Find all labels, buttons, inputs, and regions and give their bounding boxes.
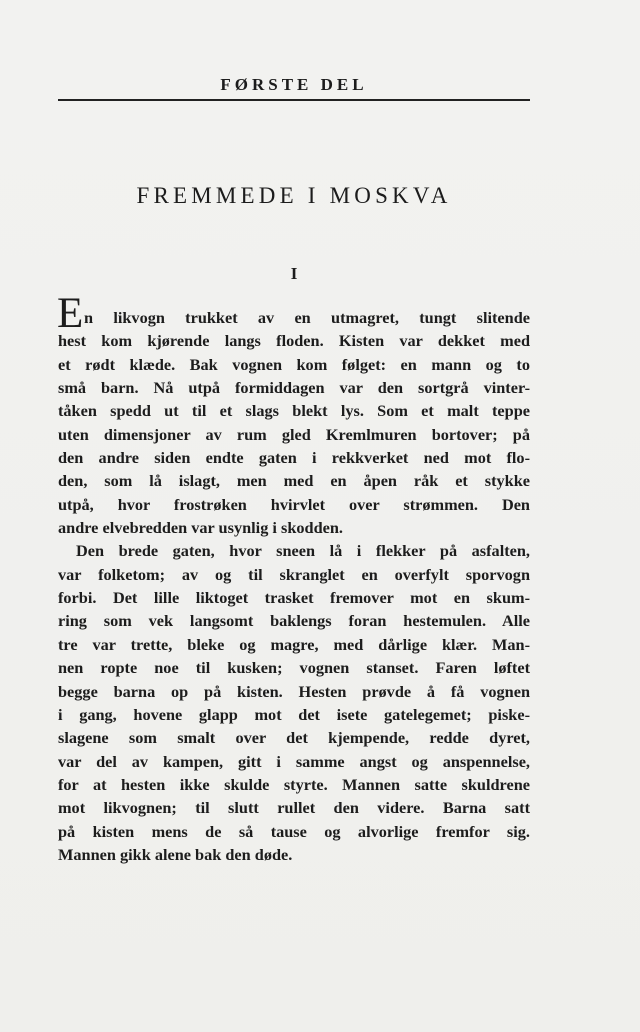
text-line: den andre siden endte gaten i rekkverket ned mot flo- <box>58 448 530 468</box>
text-line: Den brede gaten, hvor sneen lå i flekker på asfalten, <box>76 541 530 561</box>
text-line: begge barna op på kisten. Hesten prøvde å få vognen <box>58 681 530 701</box>
text-line: var del av kampen, gitt i samme angst og anspennelse, <box>58 751 530 771</box>
text-line: slagene som smalt over det kjempende, redde dyret, <box>58 728 530 748</box>
text-line: tåken spedd ut til et slags blekt lys. Som et malt teppe <box>58 401 530 421</box>
text-line: for at hesten ikke skulde styrte. Mannen satte skuldrene <box>58 774 530 794</box>
text-line: var folketom; av og til skranglet en overfylt sporvogn <box>58 564 530 584</box>
text-line: på kisten mens de så tause og alvorlige fremfor sig. <box>58 821 530 841</box>
section-number: I <box>290 264 298 283</box>
header-rule <box>58 99 530 101</box>
text-line: hest kom kjørende langs floden. Kisten var dekket med <box>58 331 530 351</box>
running-head: FØRSTE DEL <box>220 75 368 94</box>
text-line: i gang, hovene glapp mot det isete gatelegemet; piske- <box>58 704 530 724</box>
line-text: n likvogn trukket av en utmagret, tungt slitende <box>84 308 530 327</box>
text-line: utpå, hvor frostrøken hvirvlet over strømmen. Den <box>58 494 530 514</box>
text-line: forbi. Det lille liktoget trasket fremover mot en skum- <box>58 588 530 608</box>
text-line: nen ropte noe til kusken; vognen stanset. Faren løftet <box>58 658 530 678</box>
text-line: mot likvognen; til slutt rullet den videre. Barna satt <box>58 798 530 818</box>
text-line: Mannen gikk alene bak den døde. <box>58 844 293 864</box>
text-line: et rødt klæde. Bak vognen kom følget: en mann og to <box>58 354 530 374</box>
chapter-title: FREMMEDE I MOSKVA <box>136 183 452 208</box>
drop-cap: E <box>57 290 84 337</box>
text-line: ring som vek langsomt baklengs foran hestemulen. Alle <box>58 611 530 631</box>
body-text <box>57 290 530 866</box>
text-line <box>57 290 530 337</box>
text-line: uten dimensjoner av rum gled Kremlmuren bortover; på <box>58 424 530 444</box>
text-line: små barn. Nå utpå formiddagen var den sortgrå vinter- <box>58 378 530 398</box>
text-line: den, som lå islagt, men med en åpen råk et stykke <box>58 471 530 491</box>
text-line: tre var trette, bleke og magre, med dårlige klær. Man- <box>58 634 530 654</box>
text-line: andre elvebredden var usynlig i skodden. <box>58 518 343 538</box>
